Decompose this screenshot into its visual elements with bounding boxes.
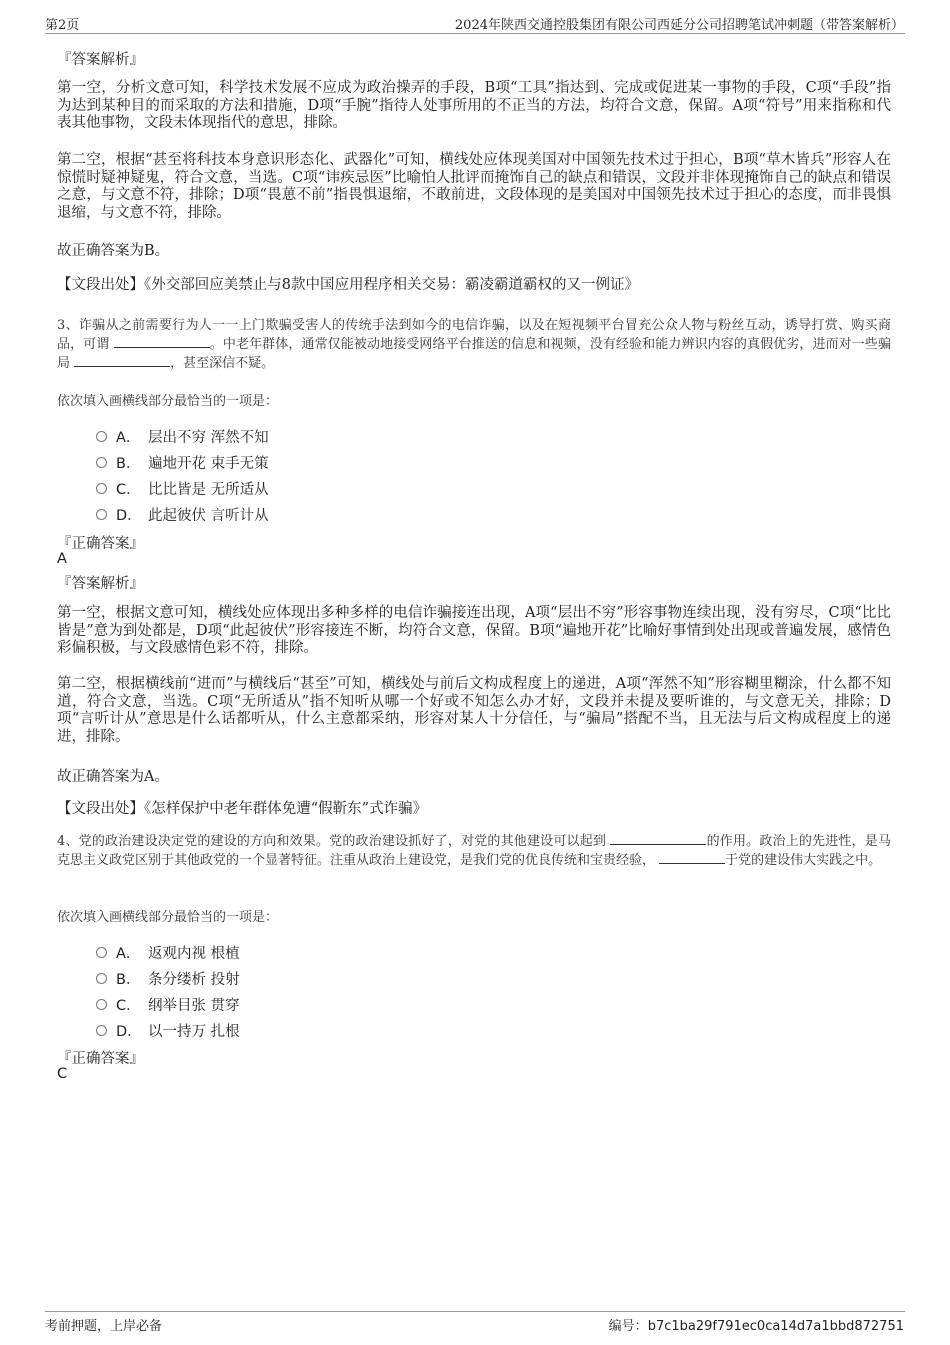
q3-stem-part-2: 。中老年群体，通常仅能被动地接受网络平台推送的信息和视频，没有经验和能力辨识内容的真假优劣，进而对一些骗局 (57, 337, 891, 371)
footer-slogan: 考前押题，上岸必备 (45, 1319, 163, 1334)
q3-analysis-paragraph-2: 第二空，根据横线前“进而”与横线后“甚至”可知，横线处与前后文构成程度上的递进，A项“浑然不知”形容糊里糊涂，什么都不知道，符合文意，当选。C项“无所适从”指不知听从哪一个好或不知怎么办才好，文段并未提及要听谁的，与文意无关，排除；D项“言听计从”意思是什么话都听从，什么主意都采纳，形容对某人十分信任，与“骗局”搭配不当，且无法与后文构成程度上的递进，排除。 (57, 676, 891, 745)
option-text: 纲举目张 贯穿 (148, 998, 240, 1014)
q3-option-b[interactable] (96, 452, 269, 473)
q2-source: 【文段出处】《外交部回应美禁止与8款中国应用程序相关交易：霸凌霸道霸权的又一例证》 (57, 277, 639, 293)
option-text: 条分缕析 投射 (148, 972, 240, 988)
q3-stem (57, 316, 891, 373)
q3-source: 【文段出处】《怎样保护中老年群体免遭“假靳东”式诈骗》 (57, 801, 428, 817)
q3-analysis-label: 『答案解析』 (57, 576, 144, 592)
radio-icon[interactable] (96, 509, 107, 520)
q3-blank-2 (74, 354, 170, 367)
q4-answer-label: 『正确答案』 (57, 1051, 144, 1067)
q4-option-a[interactable] (96, 942, 240, 963)
option-letter: A． (116, 430, 141, 446)
q4-stem-part-1: 4、党的政治建设决定党的建设的方向和效果。党的政治建设抓好了，对党的其他建设可以起到 (57, 834, 611, 849)
q3-option-a[interactable] (96, 426, 269, 447)
header-divider (45, 33, 905, 34)
footer-code-value: b7c1ba29f791ec0ca14d7a1bbd872751 (647, 1319, 904, 1334)
option-letter: B． (116, 456, 141, 472)
q4-instruction: 依次填入画横线部分最恰当的一项是： (57, 910, 279, 925)
footer-divider (45, 1311, 905, 1312)
q3-conclusion: 故正确答案为A。 (57, 769, 169, 785)
q4-answer: C (57, 1066, 68, 1082)
option-text: 层出不穷 浑然不知 (148, 430, 269, 446)
option-letter: D． (116, 1024, 142, 1040)
q3-answer: A (57, 551, 67, 567)
radio-icon[interactable] (96, 483, 107, 494)
q4-stem-part-3: 于党的建设伟大实践之中。 (725, 853, 882, 868)
q3-blank-1 (114, 335, 210, 348)
option-text: 返观内视 根植 (148, 946, 240, 962)
q3-stem-part-3: ，甚至深信不疑。 (170, 356, 275, 371)
option-letter: C． (116, 482, 141, 498)
radio-icon[interactable] (96, 999, 107, 1010)
option-letter: D． (116, 508, 142, 524)
q4-blank-2 (659, 851, 725, 864)
option-text: 以一持万 扎根 (148, 1024, 240, 1040)
q3-analysis-paragraph-1: 第一空，根据文意可知，横线处应体现出多种多样的电信诈骗接连出现，A项“层出不穷”形容事物连续出现，没有穷尽，C项“比比皆是”意为到处都是，D项“此起彼伏”形容接连不断，均符合文意，保留。B项“遍地开花”比喻好事情到处出现或普遍发展，感情色彩偏积极，与文段感情色彩不符，排除。 (57, 605, 891, 656)
q3-stem-part-1: 3、诈骗从之前需要行为人一一上门欺骗受害人的传统手法到如今的电信诈骗，以及在短视频平台冒充公众人物与粉丝互动，诱导打赏、购买商品，可谓 (57, 318, 891, 352)
option-text: 遍地开花 束手无策 (148, 456, 269, 472)
q2-analysis-paragraph-2: 第二空，根据“甚至将科技本身意识形态化、武器化”可知，横线处应体现美国对中国领先技术过于担心，B项“草木皆兵”形容人在惊慌时疑神疑鬼，符合文意，当选。C项“讳疾忌医”比喻怕人批评而掩饰自己的缺点和错误，文段并非体现掩饰自己的缺点和错误之意，与文意不符，排除；D项“畏葸不前”指畏惧退缩，不敢前进，文段体现的是美国对中国领先技术过于担心的态度，而非畏惧退缩，与文意不符，排除。 (57, 152, 891, 221)
q4-stem (57, 832, 891, 870)
q2-analysis-paragraph-1: 第一空，分析文意可知，科学技术发展不应成为政治操弄的手段，B项“工具”指达到、完成或促进某一事物的手段，C项“手段”指为达到某种目的而采取的方法和措施，D项“手腕”指待人处事所用的不正当的方法，均符合文意，保留。A项“符号”用来指称和代表其他事物，文段未体现指代的意思，排除。 (57, 80, 891, 131)
option-letter: C． (116, 998, 141, 1014)
option-letter: B． (116, 972, 141, 988)
footer-code-label: 编号： (608, 1319, 648, 1334)
option-text: 此起彼伏 言听计从 (148, 508, 269, 524)
q4-option-b[interactable] (96, 968, 240, 989)
q3-option-d[interactable] (96, 504, 269, 525)
q2-conclusion: 故正确答案为B。 (57, 243, 170, 259)
q3-option-c[interactable] (96, 478, 269, 499)
q3-instruction: 依次填入画横线部分最恰当的一项是： (57, 394, 279, 409)
option-text: 比比皆是 无所适从 (148, 482, 269, 498)
q3-answer-label: 『正确答案』 (57, 536, 144, 552)
radio-icon[interactable] (96, 973, 107, 984)
q4-blank-1 (610, 832, 706, 845)
q4-option-d[interactable] (96, 1020, 240, 1041)
document-title: 2024年陕西交通控股集团有限公司西延分公司招聘笔试冲刺题（带答案解析） (454, 18, 904, 33)
radio-icon[interactable] (96, 1025, 107, 1036)
radio-icon[interactable] (96, 457, 107, 468)
q4-option-c[interactable] (96, 994, 240, 1015)
radio-icon[interactable] (96, 947, 107, 958)
radio-icon[interactable] (96, 431, 107, 442)
page-number: 第2页 (45, 18, 80, 33)
option-letter: A． (116, 946, 141, 962)
q2-analysis-label: 『答案解析』 (57, 52, 144, 68)
footer-code (609, 1315, 904, 1334)
q4-stem-part-2: 的作用。政治上的先进性，是马克思主义政党区别于其他政党的一个显著特征。注重从政治上建设党，是我们党的优良传统和宝贵经验， (57, 834, 891, 868)
